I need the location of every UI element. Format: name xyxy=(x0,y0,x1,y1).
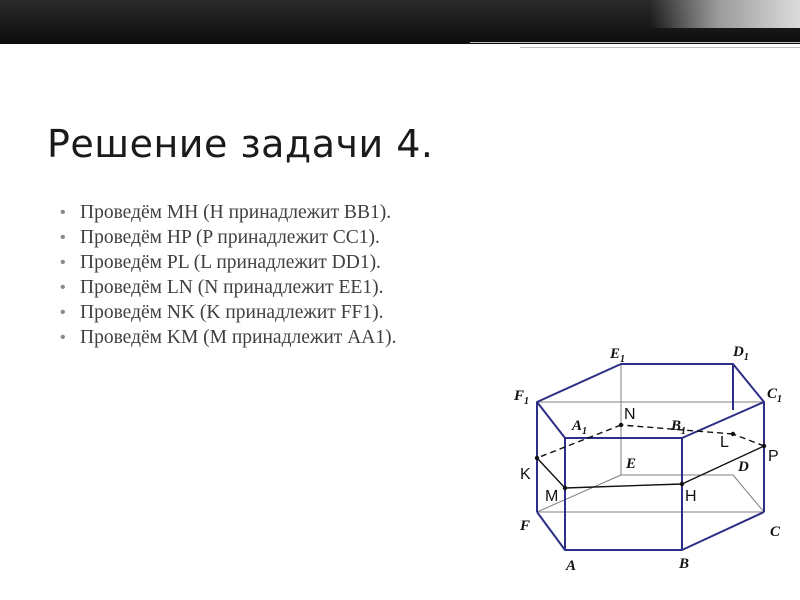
slide-title: Решение задачи 4. xyxy=(47,122,434,166)
label-e1: $E_1$ xyxy=(610,346,626,365)
label-p: P xyxy=(768,448,779,465)
bullet-dot: • xyxy=(60,304,66,321)
section-km xyxy=(537,458,565,488)
bullet-text: Проведём NK (K принадлежит FF1). xyxy=(80,302,384,323)
label-h: H xyxy=(685,488,697,505)
point-n-marker xyxy=(619,423,623,427)
bullet-text: Проведём KM (M принадлежит AA1). xyxy=(80,327,397,348)
bullet-text: Проведём LN (N принадлежит EE1). xyxy=(80,277,384,298)
section-pl xyxy=(733,434,764,446)
bullet-dot: • xyxy=(60,229,66,246)
label-a: A xyxy=(566,558,577,574)
bullet-item xyxy=(58,250,396,275)
point-l-marker xyxy=(731,432,735,436)
bottom-front-edges xyxy=(537,512,764,550)
bullet-item xyxy=(58,300,396,325)
section-mh xyxy=(565,484,682,488)
vertex-labels xyxy=(513,344,782,574)
bullet-text: Проведём PL (L принадлежит DD1). xyxy=(80,252,381,273)
bullet-dot: • xyxy=(60,329,66,346)
bullet-item xyxy=(58,225,396,250)
point-k-marker xyxy=(535,456,539,460)
label-f1: $F_1$ xyxy=(514,388,530,407)
divider-line-2 xyxy=(520,47,800,48)
hexagonal-prism-figure xyxy=(500,340,800,600)
point-m-marker xyxy=(563,486,567,490)
bullet-item xyxy=(58,200,396,225)
label-c1: $C_1$ xyxy=(767,386,783,405)
visible-edges xyxy=(537,364,764,550)
label-m: M xyxy=(545,488,559,505)
top-banner-accent xyxy=(650,0,800,28)
label-d: D xyxy=(738,459,749,475)
label-f: F xyxy=(520,518,531,534)
label-e: E xyxy=(626,456,637,472)
hidden-edge-d-c xyxy=(733,475,764,512)
bullet-dot: • xyxy=(60,254,66,271)
point-p-marker xyxy=(762,444,766,448)
top-banner xyxy=(0,0,800,44)
section-polygon xyxy=(537,425,764,488)
label-k: K xyxy=(520,466,531,483)
section-hp xyxy=(682,446,764,484)
label-d1: $D_1$ xyxy=(733,344,749,363)
bullet-text: Проведём HP (P принадлежит CC1). xyxy=(80,227,380,248)
section-point-markers xyxy=(535,423,766,490)
label-b1: $B_1$ xyxy=(671,418,687,437)
bullet-text: Проведём MH (H принадлежит BB1). xyxy=(80,202,392,223)
label-a1: $A_1$ xyxy=(572,418,588,437)
label-c: C xyxy=(770,524,781,540)
label-n: N xyxy=(624,406,636,423)
bullet-dot: • xyxy=(60,204,66,221)
label-l: L xyxy=(720,434,729,451)
bullet-list xyxy=(58,200,396,350)
bullet-item xyxy=(58,275,396,300)
label-b: B xyxy=(679,556,690,572)
divider-line-1 xyxy=(470,42,800,43)
point-h-marker xyxy=(680,482,684,486)
bullet-item xyxy=(58,325,396,350)
bullet-dot: • xyxy=(60,279,66,296)
section-point-labels xyxy=(520,406,779,505)
